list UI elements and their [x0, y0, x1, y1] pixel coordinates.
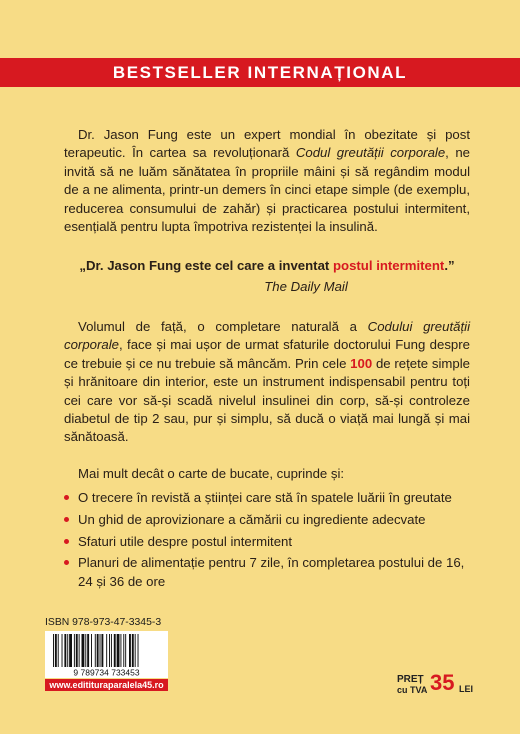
price-value: 35	[430, 670, 455, 695]
list-item	[64, 511, 470, 529]
desc-text-2: , face și mai ușor de urmat sfaturile doctorului Fung despre ce trebuie și ce nu trebuie să mâncăm. Prin cele	[64, 337, 470, 371]
list-item-text: Sfaturi utile despre postul intermitent	[78, 533, 293, 549]
bullet-icon	[64, 517, 69, 522]
desc-text-1: Volumul de față, o completare naturală a	[78, 319, 368, 334]
list-intro: Mai mult decât o carte de bucate, cuprinde și:	[78, 466, 345, 481]
feature-list	[64, 489, 470, 595]
bestseller-banner: BESTSELLER INTERNAȚIONAL	[0, 58, 520, 87]
intro-paragraph	[64, 126, 470, 236]
intro-text-1: Dr. Jason Fung este un expert mondial în obezitate și post terapeutic. În cartea sa revoluționară	[64, 127, 470, 161]
intro-book-title: Codul greutății corporale	[295, 145, 446, 161]
desc-book-title: Codului greutății corporale	[64, 319, 471, 353]
quote-highlight: postul intermitent	[332, 258, 445, 273]
desc-text-3: de rețete simple și hrănitoare din interior, este un instrument indispensabil pentru toți cei care vor să-și scadă nivelul insulinei din corp, să-și controleze diabetul de tip 2 sau, pur și simplu, să ducă o viață mai lungă și mai sănătoasă.	[64, 355, 470, 445]
quote-source: The Daily Mail	[264, 279, 348, 295]
description-paragraph	[64, 318, 470, 447]
list-item	[64, 554, 470, 591]
quote-lead: Dr. Jason Fung este cel care a inventat	[85, 258, 333, 273]
price-vat-label: cu TVA	[397, 685, 428, 695]
list-item-text: O trecere în revistă a științei care stă în spatele luării în greutate	[78, 490, 452, 505]
isbn-text: ISBN 978-973-47-3345-3	[45, 617, 162, 628]
barcode	[45, 631, 168, 678]
quote-open: „	[79, 258, 86, 273]
intro-text-2: , ne invită să ne luăm sănătatea în propriile mâini și să regândim modul de a ne alimenta, printr-un demers în cinci etape simple (de exemplu, reducerea consumului de zahăr) și practicarea postului intermitent, esențială pentru lupta împotriva rezistenței la insulină.	[64, 145, 470, 235]
list-item-text: Planuri de alimentație pentru 7 zile, în completarea postului de 16, 24 și 36 de ore	[78, 555, 465, 589]
desc-highlight: 100	[350, 355, 373, 371]
list-item	[64, 533, 470, 551]
press-quote	[64, 257, 470, 297]
publisher-website: www.editituraparalela45.ro	[45, 679, 168, 691]
bullet-icon	[64, 495, 69, 500]
price-label: PREȚ	[397, 674, 424, 685]
price-tag	[397, 672, 481, 700]
barcode-icon	[45, 631, 168, 678]
list-item-text: Un ghid de aprovizionare a cămării cu ingrediente adecvate	[78, 511, 426, 527]
quote-close: .”	[444, 258, 455, 273]
bullet-icon	[64, 560, 69, 565]
price-currency: LEI	[459, 684, 474, 694]
bullet-icon	[64, 539, 69, 544]
list-item	[64, 489, 470, 507]
barcode-digits: 9 789734 733453	[73, 667, 140, 678]
